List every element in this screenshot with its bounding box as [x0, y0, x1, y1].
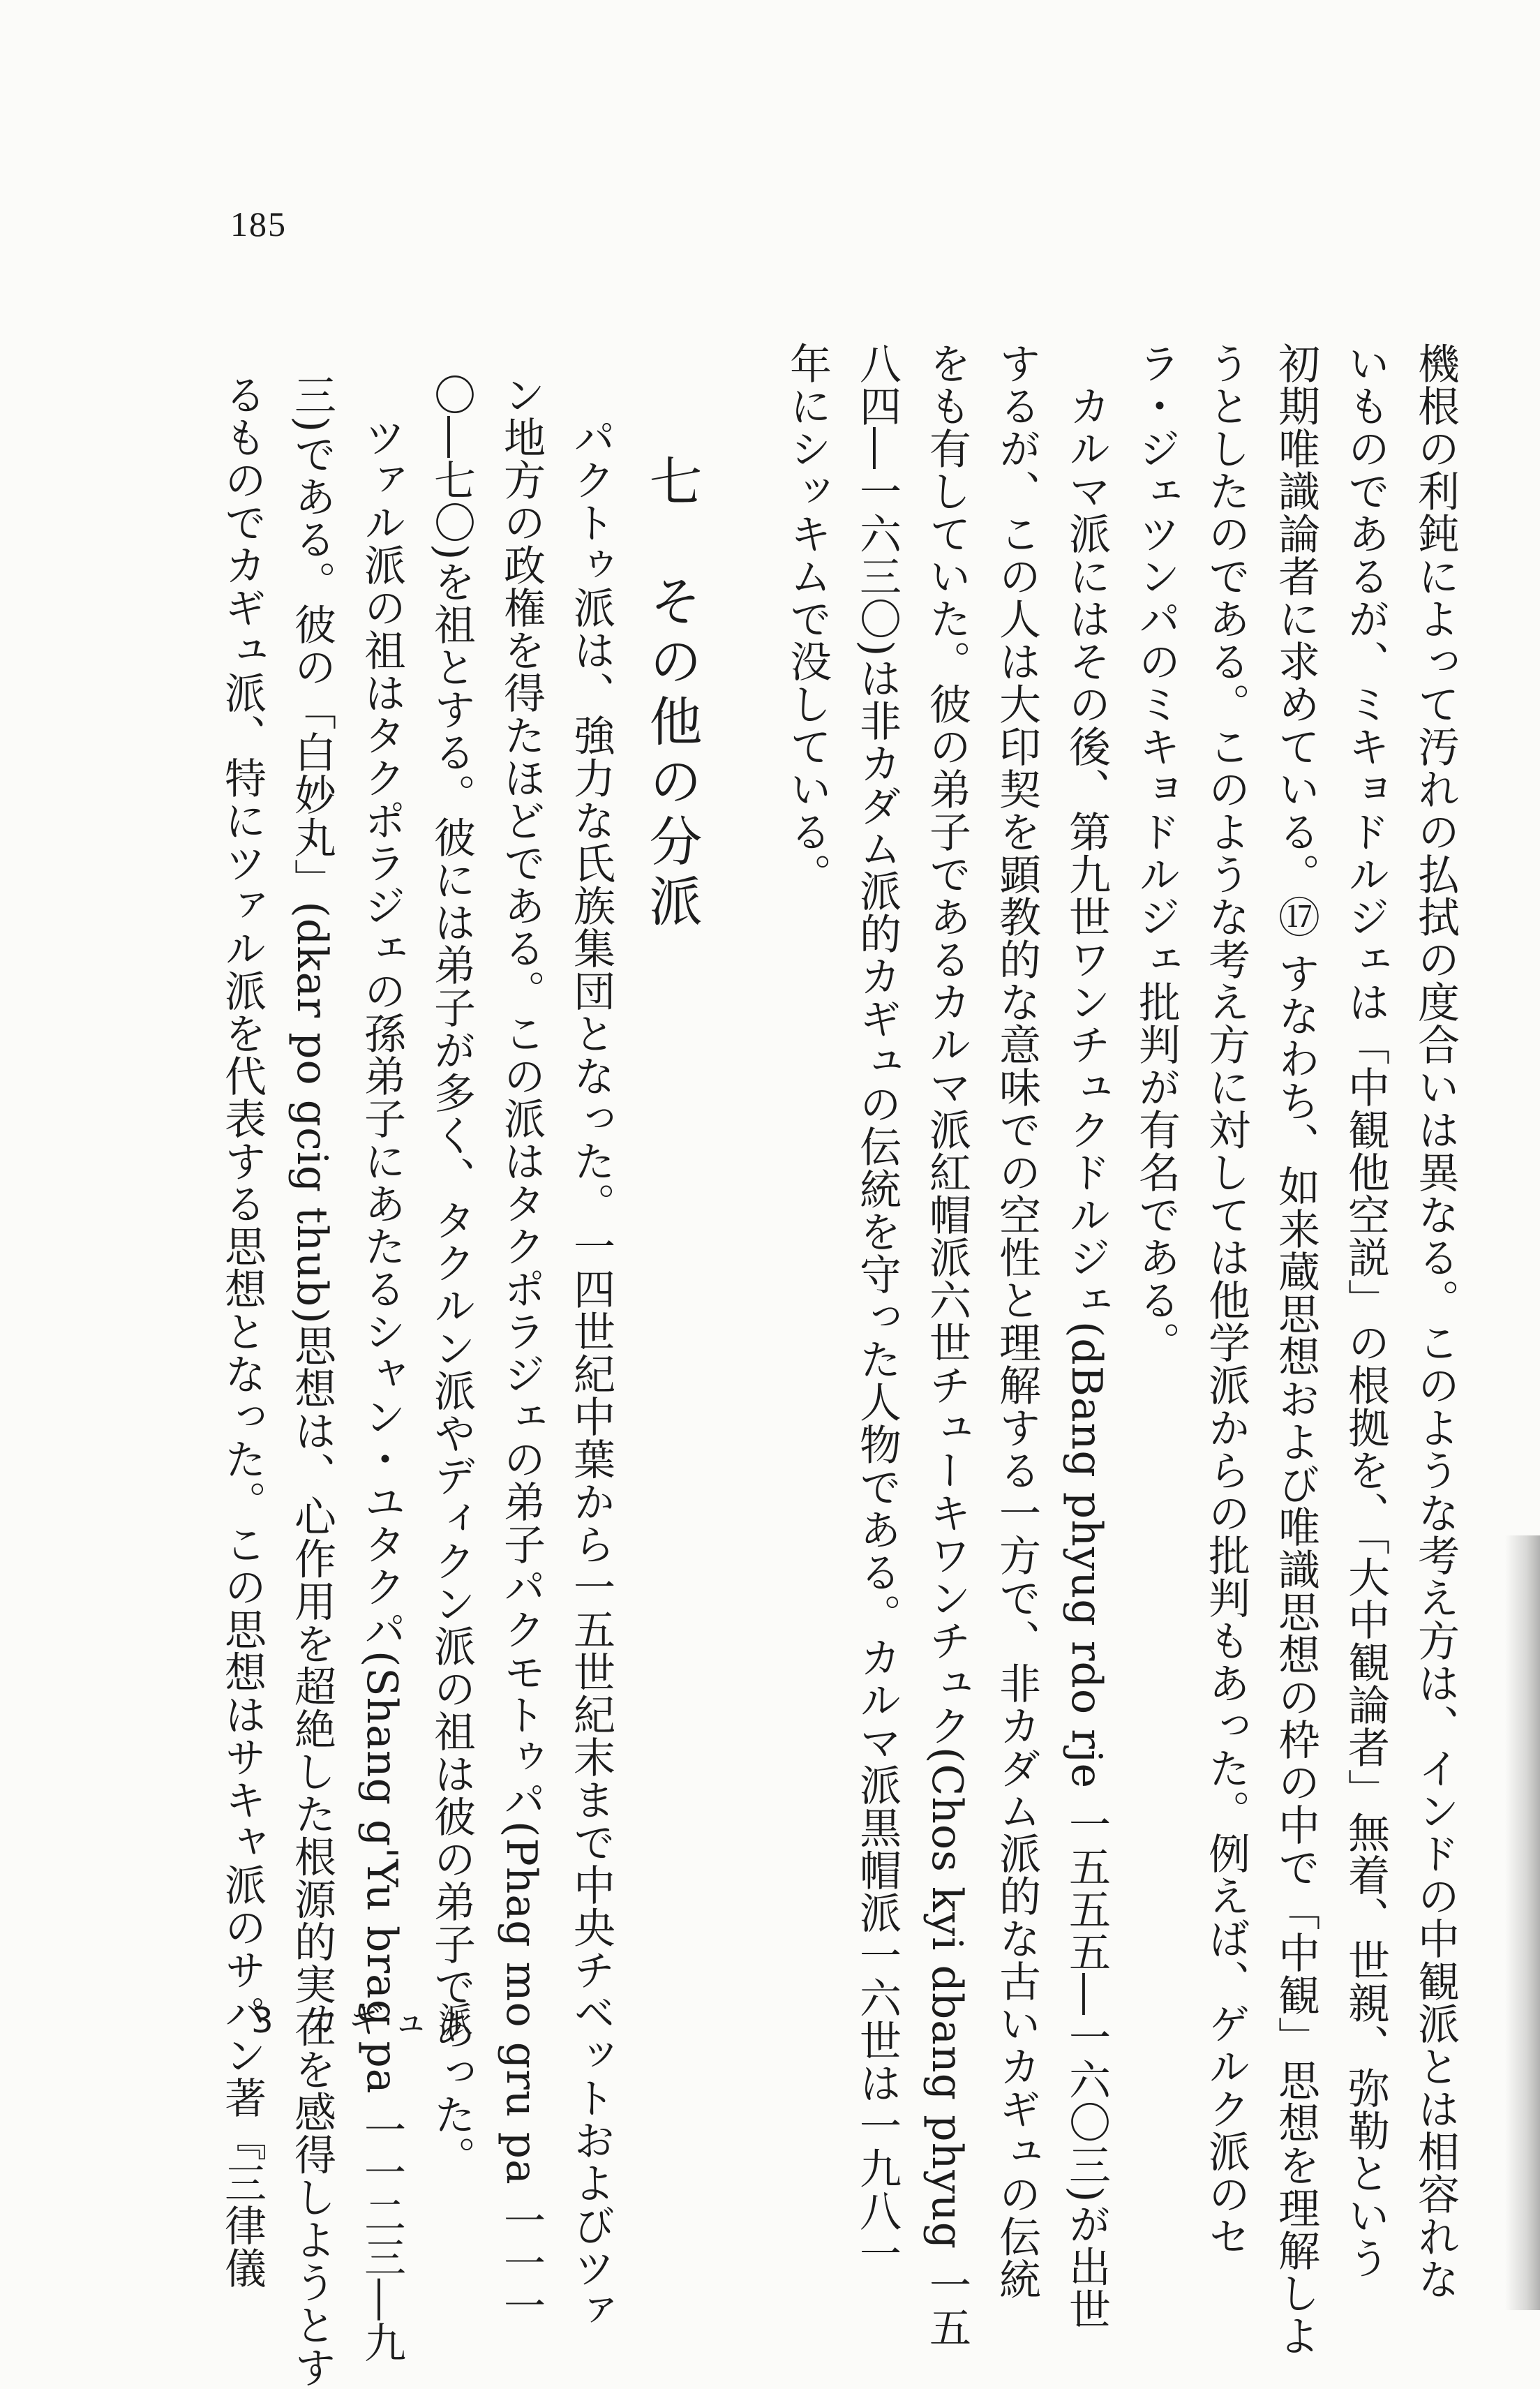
text-line: うとしたのである。このような考え方に対しては他学派からの批判もあった。例えば、ゲルク派のセ [1202, 342, 1250, 2258]
text-line: 〇―七〇)を祖とする。彼には弟子が多く、タクルン派やディクン派の祖は彼の弟子であった。 [427, 373, 476, 2179]
text-line: パクトゥ派は、強力な氏族集団となった。一四世紀中葉から一五世紀末まで中央チベットおよびツァ [567, 373, 615, 2332]
text-line: るものでカギュ派、特にツァル派を代表する思想となった。この思想はサキャ派のサパン著『三律儀 [218, 373, 267, 2289]
text-line: 機根の利鈍によって汚れの払拭の度合いは異なる。このような考え方は、インドの中観派とは相容れな [1411, 342, 1460, 2300]
text-line: をも有していた。彼の弟子であるカルマ派紅帽派六世チューキワンチュク(Chos kyi dbang phyug 一五 [922, 342, 971, 2349]
text-line: 年にシッキムで没している。 [783, 342, 832, 895]
text-block-other-branches [207, 373, 626, 2389]
text-line: 三)である。彼の「白妙丸」(dkar po gcig thub)思想は、心作用を超絶した根源的実在を感得しようとす [287, 373, 336, 2389]
running-footer: 3 カギュ派 [251, 2000, 483, 2041]
text-line: ラ・ジェツンパのミキョドルジェ批判が有名である。 [1132, 342, 1181, 1364]
section-heading: 七 その他の分派 [641, 454, 703, 934]
text-line: 八四―一六三〇)は非カダム派的カギュの伝統を守った人物である。カルマ派黒帽派一六世は一九八一 [853, 342, 902, 2275]
text-line: ン地方の政権を得たほどである。この派はタクポラジェの弟子パクモトゥパ(Phag mo gru pa 一一一 [497, 373, 546, 2327]
text-line: 初期唯識論者に求めている。⑰ すなわち、如来蔵思想および唯識思想の枠の中で「中観」思想を理解しよ [1271, 342, 1320, 2358]
text-line: いものであるが、ミキョドルジェは「中観他空説」の根拠を、「大中観論者」無着、世親、弥勒という [1341, 342, 1390, 2279]
text-line: ツァル派の祖はタクポラジェの孫弟子にあたるシャン・ユタクパ(Shang g'Yu brag pa 一一二三―九 [357, 373, 406, 2364]
scan-shadow-edge [1505, 1535, 1540, 2310]
page-number: 185 [230, 204, 287, 244]
text-line: カルマ派にはその後、第九世ワンチュクドルジェ(dBang phyug rdo rje 一五五五―一六〇三)が出世 [1062, 342, 1111, 2331]
text-line: するが、この人は大印契を顕教的な意味での空性と理解する一方で、非カダム派的な古いカギュの伝統 [992, 342, 1041, 2300]
text-block-kalma-section [772, 342, 1470, 2358]
